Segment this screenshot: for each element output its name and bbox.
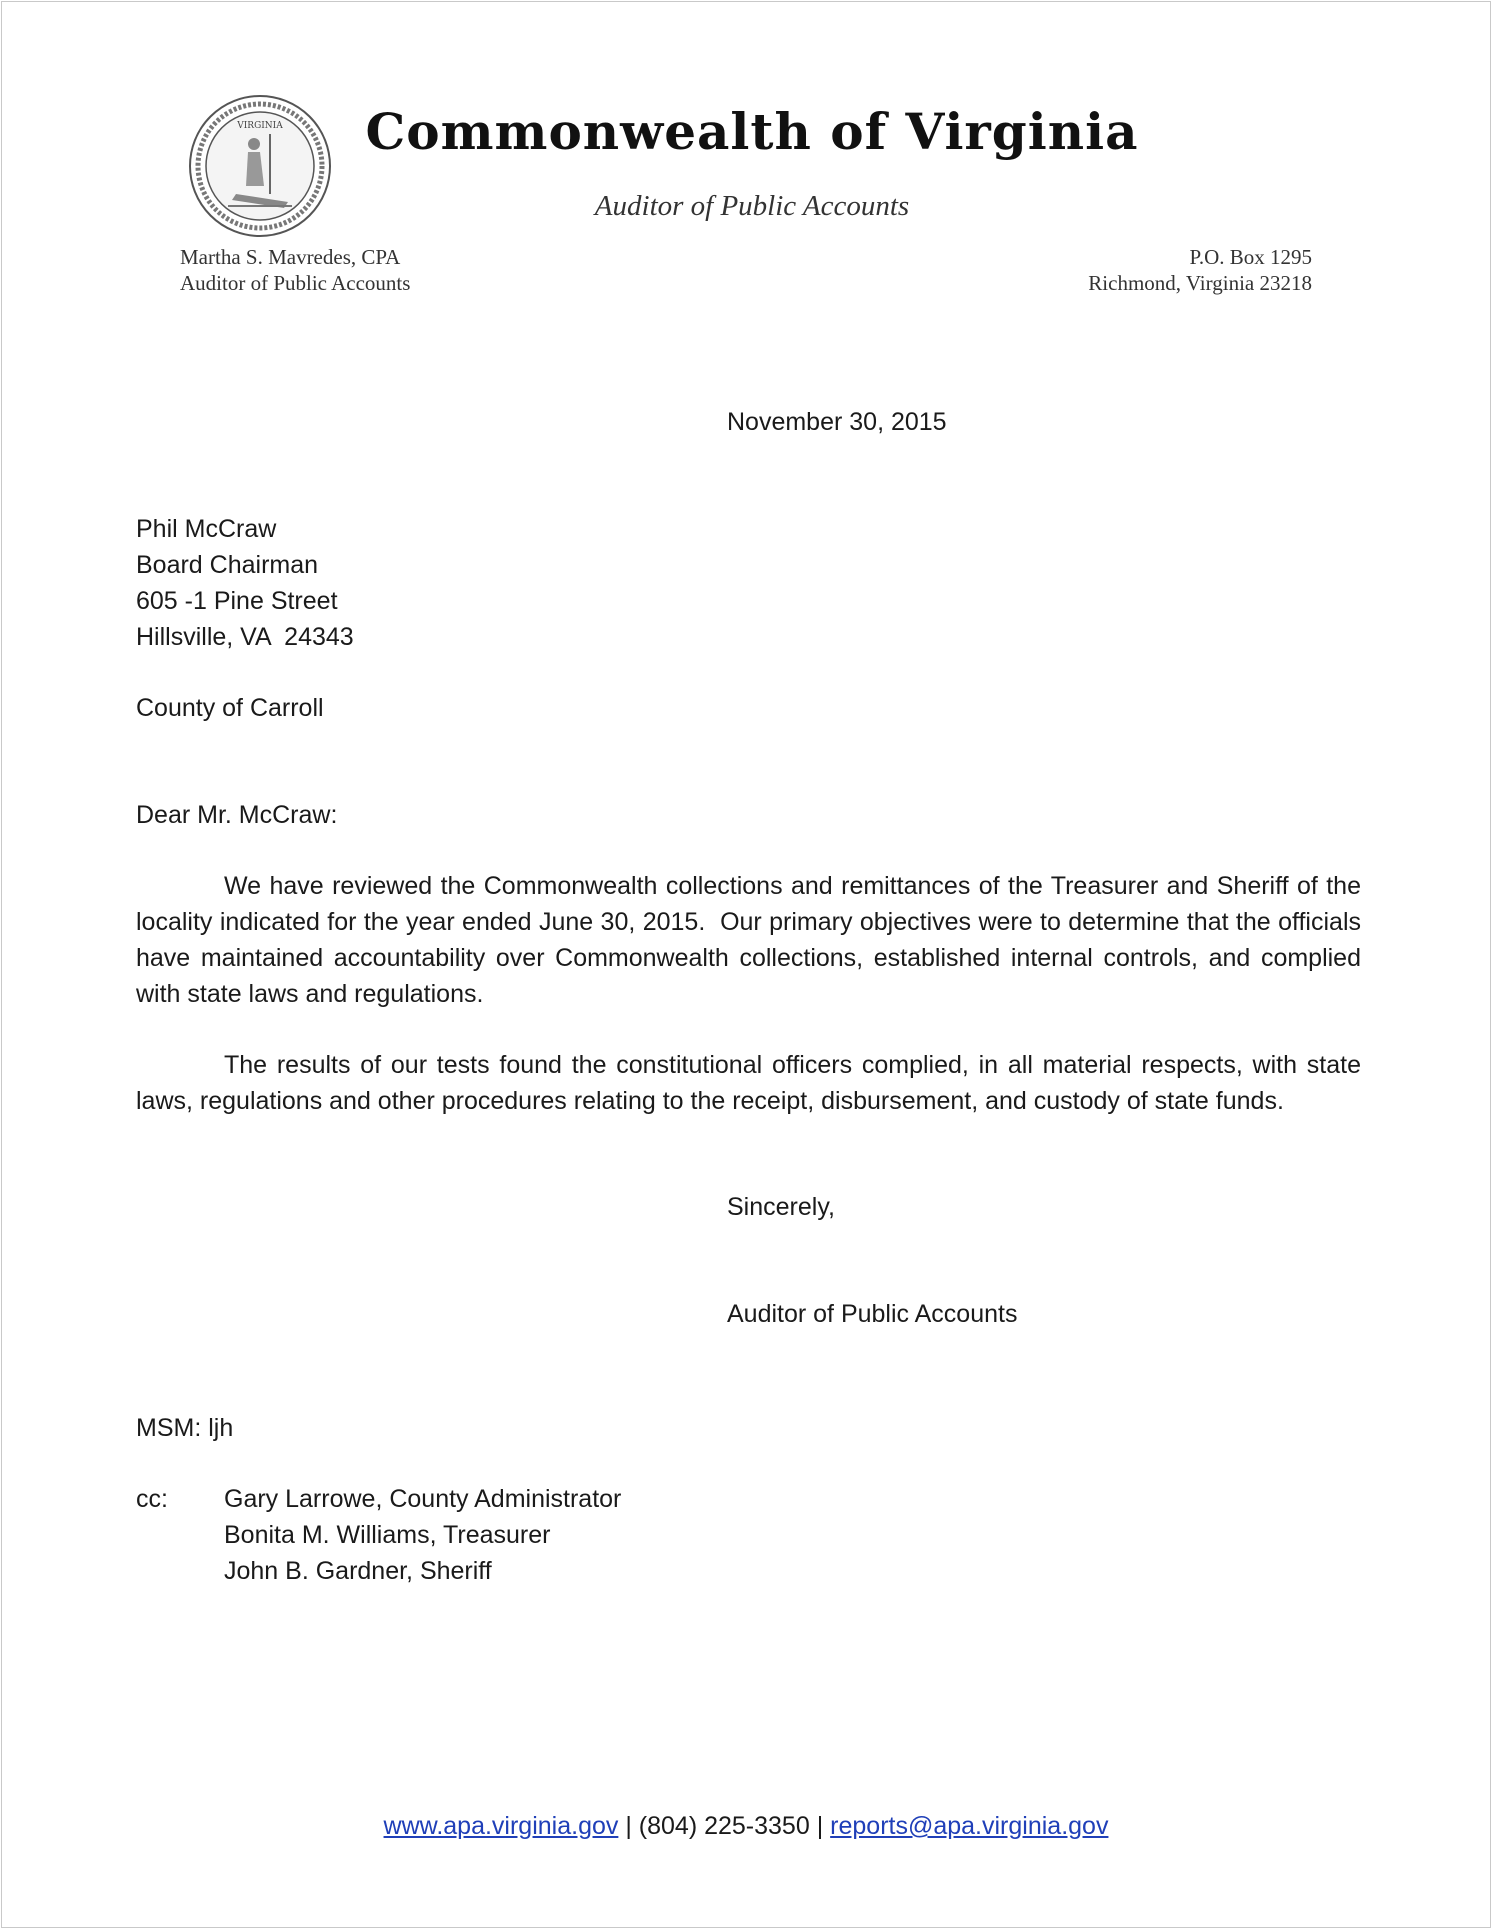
- auditor-name: Martha S. Mavredes, CPA: [180, 245, 401, 269]
- closing: Sincerely,: [727, 1193, 835, 1221]
- reference-initials: MSM: ljh: [136, 1414, 234, 1442]
- letter-date: November 30, 2015: [727, 408, 947, 436]
- letterhead-auditor-block: [180, 244, 410, 296]
- footer: [2, 1808, 1490, 1844]
- cc-recipient: John B. Gardner, Sheriff: [224, 1557, 492, 1585]
- letterhead-address-block: [1088, 244, 1312, 296]
- county-name: County of Carroll: [136, 694, 324, 722]
- recipient-address: [136, 511, 354, 655]
- cc-recipient: Gary Larrowe, County Administrator: [224, 1485, 622, 1513]
- auditor-title: Auditor of Public Accounts: [180, 271, 411, 295]
- email-link[interactable]: reports@apa.virginia.gov: [830, 1812, 1109, 1840]
- city-state-zip: Richmond, Virginia 23218: [1088, 271, 1312, 295]
- paragraph-1: We have reviewed the Commonwealth collections and remittances of the Treasurer and Sheriff of the locality indicated for the year ended June 30, 2015. Our primary objectives were to determine that the officials have maintained accountability over Commonwealth collections, established internal controls, and complied with state laws and regulations.: [136, 872, 1368, 1008]
- footer-separator: |: [625, 1812, 632, 1840]
- signer: Auditor of Public Accounts: [727, 1300, 1018, 1328]
- website-link[interactable]: www.apa.virginia.gov: [383, 1812, 619, 1840]
- salutation: Dear Mr. McCraw:: [136, 801, 338, 829]
- po-box: P.O. Box 1295: [1189, 245, 1312, 269]
- seal-text: VIRGINIA: [237, 121, 283, 131]
- letterhead-subtitle: Auditor of Public Accounts: [594, 190, 910, 222]
- cc-label: cc:: [136, 1485, 168, 1513]
- recipient-title: Board Chairman: [136, 551, 319, 579]
- phone-number: (804) 225-3350: [638, 1812, 810, 1840]
- cc-list: [224, 1481, 621, 1589]
- recipient-name: Phil McCraw: [136, 515, 277, 543]
- cc-recipient: Bonita M. Williams, Treasurer: [224, 1521, 551, 1549]
- recipient-street: 605 -1 Pine Street: [136, 587, 338, 615]
- paragraph-2: The results of our tests found the constitutional officers complied, in all material respects, with state laws, regulations and other procedures relating to the receipt, disbursement, and custody of state funds.: [136, 1051, 1361, 1115]
- recipient-city: Hillsville, VA 24343: [136, 623, 354, 651]
- virginia-state-seal-icon: [188, 94, 332, 238]
- footer-separator: |: [816, 1812, 824, 1840]
- letter-page: [1, 1, 1491, 1928]
- letterhead-title: Commonwealth of Virginia: [365, 102, 1139, 161]
